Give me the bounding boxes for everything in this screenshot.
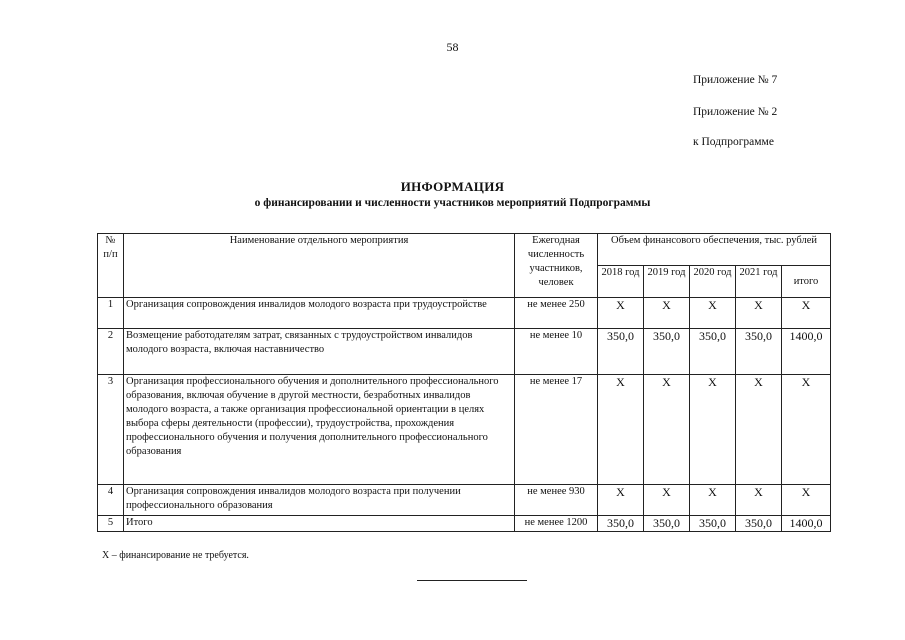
footnote: X – финансирование не требуется. bbox=[102, 550, 249, 561]
page-number: 58 bbox=[446, 40, 459, 54]
row-2019: X bbox=[644, 485, 690, 516]
row-2021: X bbox=[736, 375, 782, 485]
row-2021: 350,0 bbox=[736, 516, 782, 532]
row-total: X bbox=[782, 485, 831, 516]
row-2018: X bbox=[598, 298, 644, 329]
appendix-line-2: Приложение № 2 bbox=[693, 106, 778, 118]
row-total: X bbox=[782, 375, 831, 485]
table-row bbox=[98, 485, 831, 516]
row-2020: X bbox=[690, 485, 736, 516]
row-2019: 350,0 bbox=[644, 329, 690, 375]
row-2019: X bbox=[644, 375, 690, 485]
row-num: 5 bbox=[98, 516, 124, 532]
row-2018: 350,0 bbox=[598, 329, 644, 375]
header-participants: Ежегодная численность участников, человек bbox=[515, 234, 598, 298]
table-row-total bbox=[98, 516, 831, 532]
row-participants: не менее 10 bbox=[515, 329, 598, 375]
row-name: Организация профессионального обучения и дополнительного профессионального образования, включая обучение в другой местности, безработных инвалидов молодого возраста, а также организация профессиональной ориентации в целях выбора сферы деятельности (профессии), трудоустройства, прохождения профессионального обучения и получения дополнительного профессионального образования bbox=[124, 375, 515, 485]
row-participants: не менее 930 bbox=[515, 485, 598, 516]
header-2018: 2018 год bbox=[598, 266, 644, 298]
table-row bbox=[98, 298, 831, 329]
row-2019: X bbox=[644, 298, 690, 329]
row-total: 1400,0 bbox=[782, 329, 831, 375]
table-row bbox=[98, 329, 831, 375]
row-name: Организация сопровождения инвалидов молодого возраста при получении профессионального образования bbox=[124, 485, 515, 516]
row-name: Возмещение работодателям затрат, связанных с трудоустройством инвалидов молодого возраста, включая наставничество bbox=[124, 329, 515, 375]
row-2020: X bbox=[690, 298, 736, 329]
row-participants: не менее 250 bbox=[515, 298, 598, 329]
row-name: Итого bbox=[124, 516, 515, 532]
row-participants: не менее 1200 bbox=[515, 516, 598, 532]
appendix-line-3: к Подпрограмме bbox=[693, 136, 774, 148]
header-num: № п/п bbox=[98, 234, 124, 298]
row-2021: X bbox=[736, 485, 782, 516]
header-2020: 2020 год bbox=[690, 266, 736, 298]
row-2018: X bbox=[598, 375, 644, 485]
row-total: 1400,0 bbox=[782, 516, 831, 532]
document-title: ИНФОРМАЦИЯ bbox=[400, 179, 505, 194]
row-2019: 350,0 bbox=[644, 516, 690, 532]
header-volume: Объем финансового обеспечения, тыс. рублей bbox=[598, 234, 831, 266]
table-row bbox=[98, 375, 831, 485]
header-total: итого bbox=[782, 266, 831, 298]
row-name: Организация сопровождения инвалидов молодого возраста при трудоустройстве bbox=[124, 298, 515, 329]
row-2020: 350,0 bbox=[690, 329, 736, 375]
row-2021: 350,0 bbox=[736, 329, 782, 375]
financing-table bbox=[97, 233, 831, 532]
row-2021: X bbox=[736, 298, 782, 329]
bottom-divider bbox=[417, 580, 527, 581]
row-2020: X bbox=[690, 375, 736, 485]
document-subtitle: о финансировании и численности участников мероприятий Подпрограммы bbox=[254, 197, 651, 209]
header-name: Наименование отдельного мероприятия bbox=[124, 234, 515, 298]
row-2018: 350,0 bbox=[598, 516, 644, 532]
row-2020: 350,0 bbox=[690, 516, 736, 532]
row-num: 4 bbox=[98, 485, 124, 516]
header-2019: 2019 год bbox=[644, 266, 690, 298]
row-num: 1 bbox=[98, 298, 124, 329]
row-participants: не менее 17 bbox=[515, 375, 598, 485]
row-2018: X bbox=[598, 485, 644, 516]
appendix-line-1: Приложение № 7 bbox=[693, 74, 778, 86]
row-total: X bbox=[782, 298, 831, 329]
row-num: 2 bbox=[98, 329, 124, 375]
row-num: 3 bbox=[98, 375, 124, 485]
header-2021: 2021 год bbox=[736, 266, 782, 298]
